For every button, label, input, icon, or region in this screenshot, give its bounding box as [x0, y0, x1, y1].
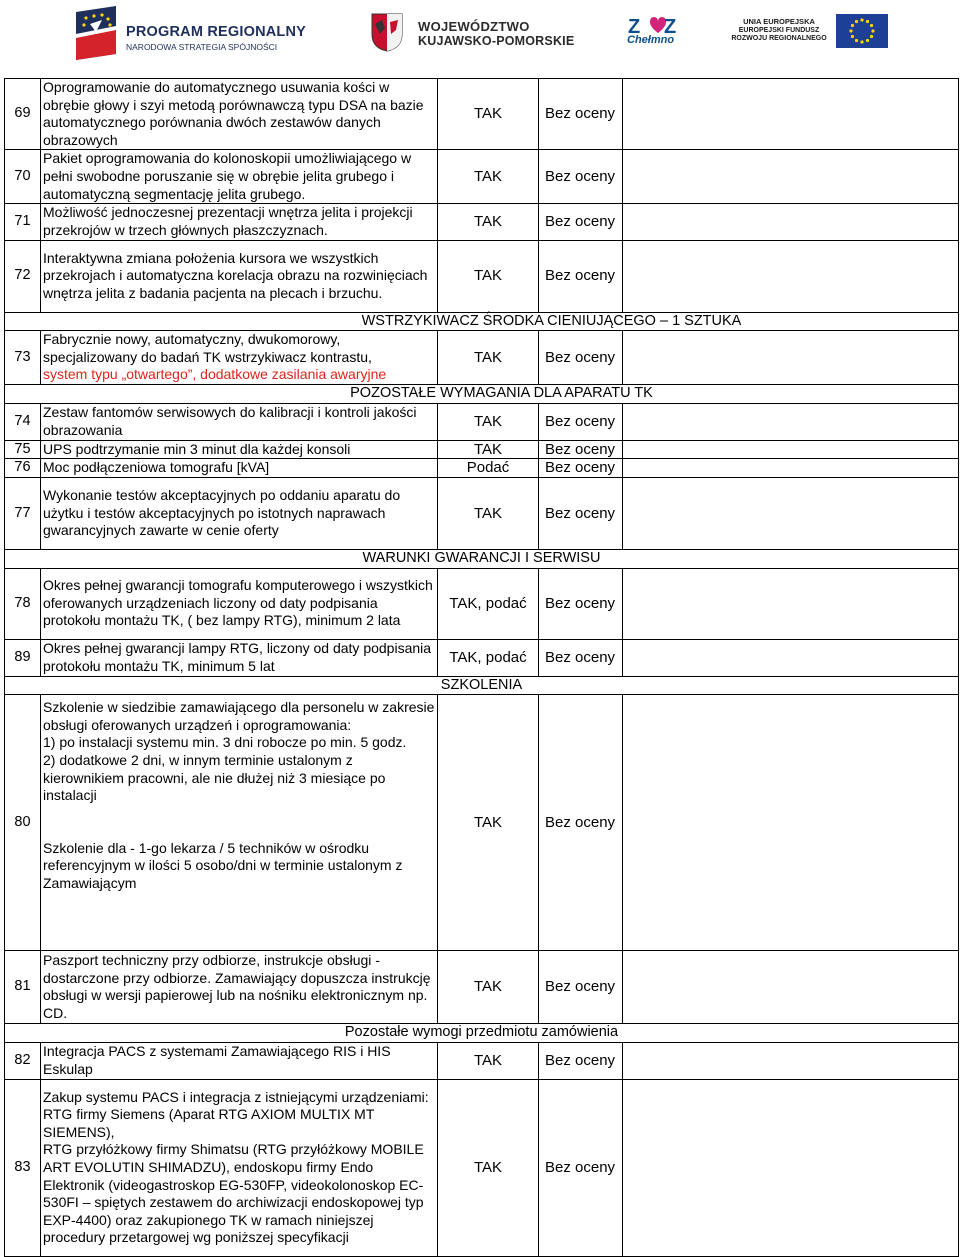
- page-header: [0, 0, 960, 66]
- row-requirement: TAK: [438, 440, 539, 459]
- row-number: 73: [5, 331, 41, 385]
- eu-star-icon: [855, 20, 858, 23]
- row-offer-cell[interactable]: [623, 403, 959, 440]
- row-number: 83: [5, 1079, 41, 1256]
- eu-star-icon: [870, 24, 873, 27]
- eu-text: [728, 17, 830, 42]
- row-description: Pakiet oprogramowania do kolonoskopii umożliwiającego w pełni swobodne poruszanie się w obrębie jelita grubego i automatyczną segmentację jelita grubego.: [41, 150, 438, 204]
- row-offer-cell[interactable]: [623, 639, 959, 676]
- table-row: [5, 477, 959, 549]
- row-evaluation: Bez oceny: [539, 459, 623, 478]
- eu-star-icon: [860, 18, 863, 21]
- eu-star-icon: [871, 29, 874, 32]
- row-number: 82: [5, 1042, 41, 1079]
- row-requirement: TAK, podać: [438, 568, 539, 639]
- row-offer-cell[interactable]: [623, 1042, 959, 1079]
- row-requirement: TAK: [438, 240, 539, 312]
- table-row: [5, 695, 959, 951]
- row-description: [41, 331, 438, 385]
- row-evaluation: Bez oceny: [539, 1042, 623, 1079]
- eu-star-icon: [855, 39, 858, 42]
- table-row: [5, 1079, 959, 1256]
- row-evaluation: Bez oceny: [539, 568, 623, 639]
- row-requirement: TAK: [438, 403, 539, 440]
- table-row: [5, 440, 959, 459]
- eu-star-icon: [851, 24, 854, 27]
- section-header-row: [5, 1024, 959, 1043]
- row-description: Możliwość jednoczesnej prezentacji wnętrza jelita i projekcji przekrojów w trzech głównych płaszczyznach.: [41, 204, 438, 240]
- row-offer-cell[interactable]: [623, 240, 959, 312]
- table-row: [5, 240, 959, 312]
- table-row: [5, 639, 959, 676]
- section-title-warranty: WARUNKI GWARANCJI I SERWISU: [5, 549, 959, 568]
- specification-table: [4, 78, 959, 1257]
- row-offer-cell[interactable]: [623, 150, 959, 204]
- row-description: Oprogramowanie do automatycznego usuwania kości w obrębie głowy i szyi metodą porównawczą typu DSA na bazie automatycznego porównania dwóch zestawów danych obrazowych: [41, 79, 438, 150]
- row-evaluation: Bez oceny: [539, 150, 623, 204]
- eu-star-icon: [870, 35, 873, 38]
- table-row: [5, 150, 959, 204]
- row-offer-cell[interactable]: [623, 459, 959, 478]
- row-number: 78: [5, 568, 41, 639]
- row-description-paragraph: 2) dodatkowe 2 dni, w innym terminie ustalonym z kierownikiem pracowni, ale nie dłużej niż 3 miesiące po instalacji: [43, 751, 386, 804]
- row-description: Paszport techniczny przy odbiorze, instrukcje obsługi - dostarczone przy odbiorze. Zamawiający dopuszcza instrukcję obsługi w wersji papierowej lub na nośniku elektronicznym np. CD.: [41, 951, 438, 1024]
- svg-text:Z: Z: [628, 16, 641, 38]
- row-offer-cell[interactable]: [623, 1079, 959, 1256]
- row-description: Integracja PACS z systemami Zamawiającego RIS i HIS Eskulap: [41, 1042, 438, 1079]
- row-evaluation: Bez oceny: [539, 440, 623, 459]
- row-requirement: TAK: [438, 695, 539, 951]
- voivodeship-line-2: KUJAWSKO-POMORSKIE: [418, 34, 575, 48]
- section-header-row: [5, 549, 959, 568]
- row-evaluation: Bez oceny: [539, 240, 623, 312]
- row-offer-cell[interactable]: [623, 204, 959, 240]
- row-description-paragraph: 1) po instalacji systemu min. 3 dni robocze po min. 5 godz.: [43, 734, 407, 751]
- row-description-highlight: system typu „otwartego”, dodatkowe zasilania awaryjne: [43, 366, 387, 383]
- row-requirement: TAK: [438, 951, 539, 1024]
- row-description-paragraph: Zakup systemu PACS i integracja z istniejącymi urządzeniami: RTG firmy Siemens (Aparat RTG AXIOM MULTIX MT SIEMENS),: [43, 1088, 429, 1140]
- table-row: [5, 951, 959, 1024]
- eu-star-icon: [860, 40, 863, 43]
- row-evaluation: Bez oceny: [539, 403, 623, 440]
- row-description: Interaktywna zmiana położenia kursora we wszystkich przekrojach i automatyczna korelacja obrazu na rozwinięciach wnętrza jelita z badania pacjenta na plecach i brzuchu.: [41, 240, 438, 312]
- chelmno-logo-icon: [626, 14, 677, 38]
- row-evaluation: Bez oceny: [539, 951, 623, 1024]
- row-offer-cell[interactable]: [623, 695, 959, 951]
- row-evaluation: Bez oceny: [539, 204, 623, 240]
- row-requirement: Podać: [438, 459, 539, 478]
- svg-text:Z: Z: [664, 16, 677, 38]
- table-row: [5, 459, 959, 478]
- program-subtitle: NARODOWA STRATEGIA SPÓJNOŚCI: [126, 42, 278, 52]
- row-offer-cell[interactable]: [623, 79, 959, 150]
- table-row: [5, 79, 959, 150]
- eu-flag-icon: [836, 14, 888, 48]
- row-description: Okres pełnej gwarancji tomografu komputerowego i wszystkich oferowanych urządzeniach liczony od daty podpisania protokołu montażu TK, ( bez lampy RTG), minimum 2 lata: [41, 568, 438, 639]
- eu-star-icon: [866, 39, 869, 42]
- row-description-paragraph: RTG przyłóżkowy firmy Shimatsu (RTG przyłóżkowy MOBILE ART EVOLUTIN SHIMADZU), endoskopu firmy Endo Elektronik (videogastroskop EG-530FP, videokolonoskop EC-530FI – spiętych zestawem do archiwizacji endoskopowej typ EXP-4400) oraz zakupionego TK w ramach niniejszej procedury przetargowej wg poniższej specyfikacji: [43, 1141, 424, 1246]
- chelmno-text: Chełmno: [627, 34, 675, 46]
- section-title-training: SZKOLENIA: [5, 676, 959, 695]
- row-offer-cell[interactable]: [623, 331, 959, 385]
- row-description: [41, 695, 438, 951]
- row-evaluation: Bez oceny: [539, 695, 623, 951]
- row-description-paragraph: Szkolenie dla - 1-go lekarza / 5 techników w ośrodku referencyjnym w ilości 5 osobo/dni w terminie ustalonym z Zamawiającym: [43, 839, 403, 891]
- row-offer-cell[interactable]: [623, 568, 959, 639]
- table-row: [5, 1042, 959, 1079]
- program-regionalny-text: [126, 24, 306, 52]
- row-description: Wykonanie testów akceptacyjnych po oddaniu aparatu do użytku i testów akceptacyjnych po istotnych naprawach gwarancyjnych zawarte w cenie oferty: [41, 477, 438, 549]
- table-row: [5, 568, 959, 639]
- row-number: 81: [5, 951, 41, 1024]
- row-requirement: TAK, podać: [438, 639, 539, 676]
- row-number: 71: [5, 204, 41, 240]
- voivodeship-text: [418, 19, 574, 48]
- row-requirement: TAK: [438, 1079, 539, 1256]
- row-evaluation: Bez oceny: [539, 639, 623, 676]
- row-number: 74: [5, 403, 41, 440]
- eu-star-icon: [866, 20, 869, 23]
- row-requirement: TAK: [438, 477, 539, 549]
- row-evaluation: Bez oceny: [539, 331, 623, 385]
- row-requirement: TAK: [438, 204, 539, 240]
- section-header-row: [5, 676, 959, 695]
- row-number: 72: [5, 240, 41, 312]
- row-description-text: Fabrycznie nowy, automatyczny, dwukomorowy, specjalizowany do badań TK wstrzykiwacz kontrastu,: [43, 331, 372, 365]
- section-title-other-order-requirements: Pozostałe wymogi przedmiotu zamówienia: [5, 1024, 959, 1043]
- eu-line-2: EUROPEJSKI FUNDUSZ: [738, 27, 820, 34]
- row-offer-cell[interactable]: [623, 440, 959, 459]
- table-row: [5, 331, 959, 385]
- row-offer-cell[interactable]: [623, 951, 959, 1024]
- table-row: [5, 403, 959, 440]
- table-row: [5, 204, 959, 240]
- row-number: 89: [5, 639, 41, 676]
- row-number: 69: [5, 79, 41, 150]
- row-evaluation: Bez oceny: [539, 477, 623, 549]
- row-description: Okres pełnej gwarancji lampy RTG, liczony od daty podpisania protokołu montażu TK, minimum 5 lat: [41, 639, 438, 676]
- row-number: 80: [5, 695, 41, 951]
- voivodeship-line-1: WOJEWÓDZTWO: [418, 19, 530, 34]
- eu-line-3: ROZWOJU REGIONALNEGO: [731, 35, 827, 42]
- row-description: Moc podłączeniowa tomografu [kVA]: [41, 459, 438, 478]
- section-header-row: [5, 385, 959, 404]
- program-title: PROGRAM REGIONALNY: [126, 24, 307, 40]
- section-title-injector: WSTRZYKIWACZ ŚRODKA CIENIUJĄCEGO – 1 SZTUKA: [5, 312, 959, 331]
- row-evaluation: Bez oceny: [539, 1079, 623, 1256]
- row-requirement: TAK: [438, 1042, 539, 1079]
- eu-star-icon: [849, 29, 852, 32]
- section-title-other-requirements: POZOSTAŁE WYMAGANIA DLA APARATU TK: [5, 385, 959, 404]
- row-requirement: TAK: [438, 150, 539, 204]
- row-number: 76: [5, 459, 41, 478]
- row-description: [41, 1079, 438, 1256]
- row-description: Zestaw fantomów serwisowych do kalibracji i kontroli jakości obrazowania: [41, 403, 438, 440]
- row-evaluation: Bez oceny: [539, 79, 623, 150]
- row-requirement: TAK: [438, 331, 539, 385]
- voivodeship-coat-of-arms-icon: [370, 12, 404, 52]
- eu-star-icon: [851, 35, 854, 38]
- row-requirement: TAK: [438, 79, 539, 150]
- row-number: 75: [5, 440, 41, 459]
- section-header-row: [5, 312, 959, 331]
- eu-line-1: UNIA EUROPEJSKA: [743, 17, 815, 26]
- row-number: 70: [5, 150, 41, 204]
- program-regionalny-logo-icon: [72, 6, 120, 60]
- row-number: 77: [5, 477, 41, 549]
- row-description-paragraph: Szkolenie w siedzibie zamawiającego dla personelu w zakresie obsługi oferowanych urządzeń i oprogramowania:: [43, 699, 435, 733]
- row-description: UPS podtrzymanie min 3 minut dla każdej konsoli: [41, 440, 438, 459]
- row-offer-cell[interactable]: [623, 477, 959, 549]
